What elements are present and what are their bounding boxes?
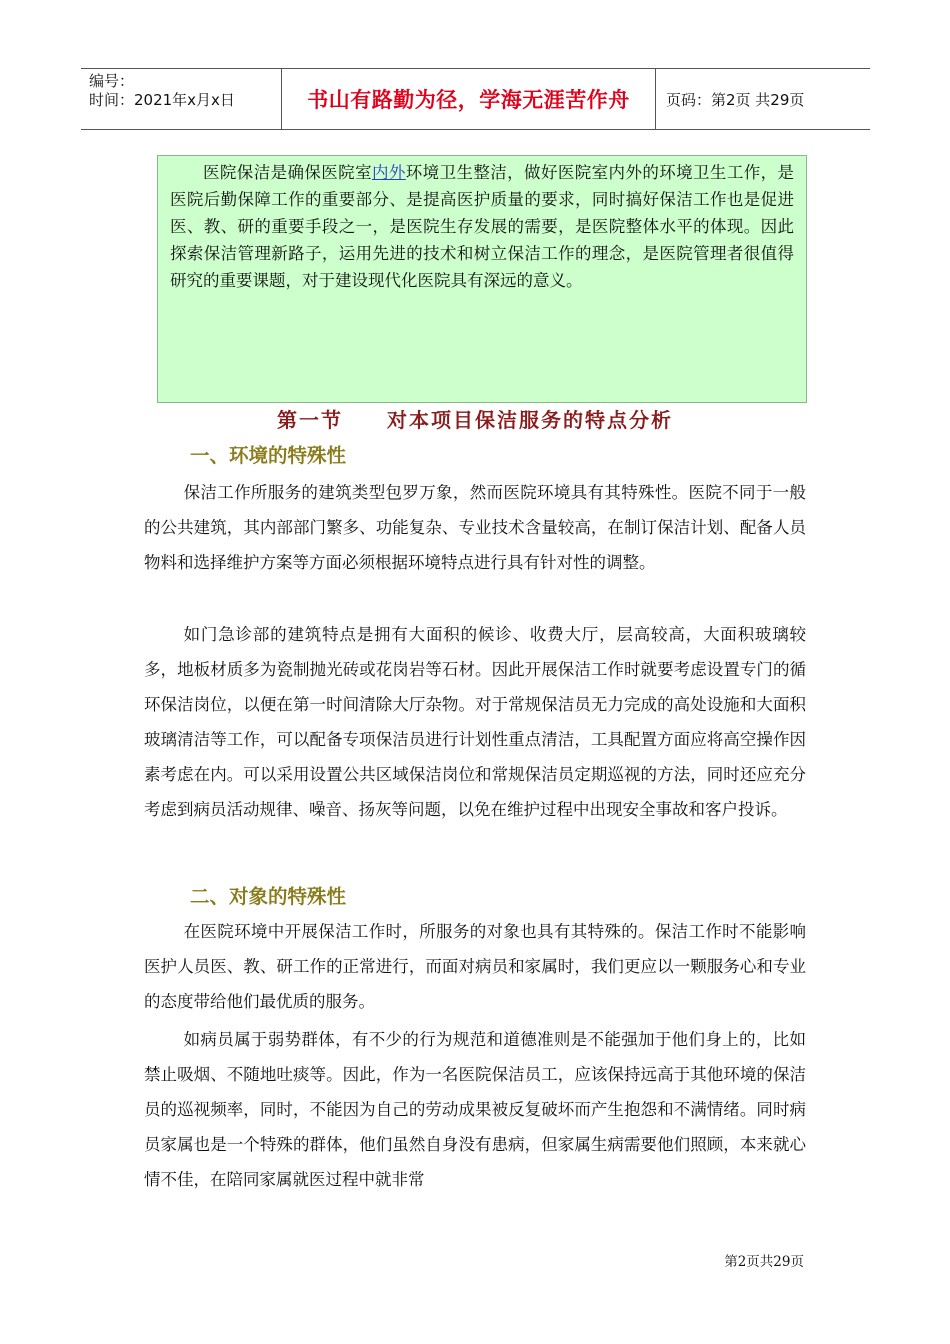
paragraph-environment-intro: 保洁工作所服务的建筑类型包罗万象，然而医院环境具有其特殊性。医院不同于一般的公共建筑，其内部部门繁多、功能复杂、专业技术含量较高，在制订保洁计划、配备人员物料和选择维护方案等方面必须根据环境特点进行具有针对性的调整。 (144, 483, 806, 572)
page-header (81, 68, 870, 130)
abstract-text-start: 医院保洁是确保医院室 (203, 163, 372, 182)
subhead-environment: 一、环境的特殊性 (190, 444, 347, 467)
abstract-link[interactable]: 内外 (371, 163, 406, 182)
abstract-text-rest: 环境卫生整洁，做好医院室内外的环境卫生工作，是医院后勤保障工作的重要部分、是提高医护质量的要求，同时搞好保洁工作也是促进医、教、研的重要手段之一，是医院生存发展的需要，是医院整体水平的体现。因此探索保洁管理新路子，运用先进的技术和树立保洁工作的理念，是医院管理者很值得研究的重要课题，对于建设现代化医院具有深远的意义。 (170, 163, 795, 290)
document-number-label: 编号： (89, 72, 135, 90)
header-meta (81, 69, 282, 129)
page-footer: 第2页共29页 (724, 1254, 804, 1270)
section-title: 第一节 对本项目保洁服务的特点分析 (277, 408, 673, 432)
header-page-number: 页码：第2页 共29页 (666, 90, 805, 109)
paragraph-patients: 如病员属于弱势群体，有不少的行为规范和道德准则是不能强加于他们身上的，比如禁止吸烟、不随地吐痰等。因此，作为一名医院保洁员工，应该保持远高于其他环境的保洁员的巡视频率，同时，不能因为自己的劳动成果被反复破坏而产生抱怨和不满情绪。同时病员家属也是一个特殊的群体，他们虽然自身没有患病，但家属生病需要他们照顾，本来就心情不佳，在陪同家属就医过程中就非常 (144, 1030, 806, 1189)
paragraph-outpatient: 如门急诊部的建筑特点是拥有大面积的候诊、收费大厅，层高较高，大面积玻璃较多，地板材质多为瓷制抛光砖或花岗岩等石材。因此开展保洁工作时就要考虑设置专门的循环保洁岗位，以便在第一时间清除大厅杂物。对于常规保洁员无力完成的高处设施和大面积玻璃清洁等工作，可以配备专项保洁员进行计划性重点清洁，工具配置方面应将高空操作因素考虑在内。可以采用设置公共区域保洁岗位和常规保洁员定期巡视的方法，同时还应充分考虑到病员活动规律、噪音、扬灰等问题，以免在维护过程中出现安全事故和客户投诉。 (144, 625, 806, 819)
header-motto: 书山有路勤为径，学海无涯苦作舟 (282, 69, 656, 129)
subhead-audience: 二、对象的特殊性 (190, 885, 347, 908)
abstract-box (157, 155, 807, 403)
paragraph-audience-intro: 在医院环境中开展保洁工作时，所服务的对象也具有其特殊的。保洁工作时不能影响医护人员医、教、研工作的正常进行，而面对病员和家属时，我们更应以一颗服务心和专业的态度带给他们最优质的服务。 (144, 922, 806, 1011)
document-date-label: 时间：2021年x月x日 (89, 91, 235, 109)
